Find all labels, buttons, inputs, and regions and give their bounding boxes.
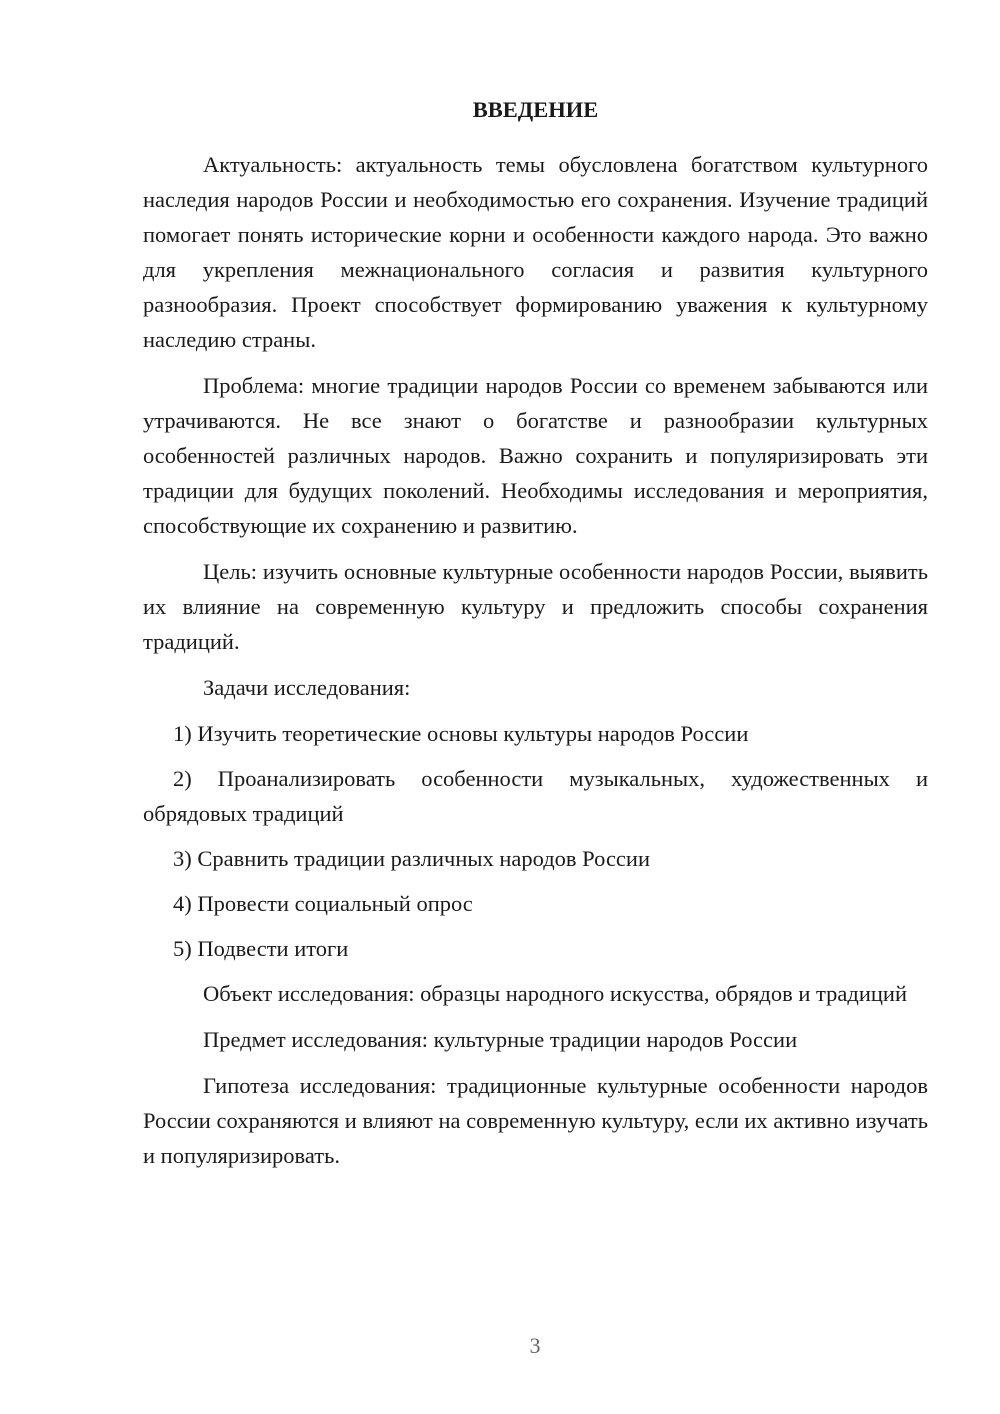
- goal-paragraph: Цель: изучить основные культурные особенности народов России, выявить их влияние на современную культуру и предложить способы сохранения традиций.: [143, 559, 928, 654]
- subject-paragraph: Предмет исследования: культурные традиции народов России: [203, 1027, 798, 1052]
- object-paragraph: Объект исследования: образцы народного искусства, обрядов и традиций: [203, 981, 907, 1006]
- page-number: 3: [529, 1333, 541, 1358]
- list-item: 2) Проанализировать особенности музыкальных, художественных и обрядовых традиций: [143, 766, 928, 826]
- hypothesis-paragraph: Гипотеза исследования: традиционные культурные особенности народов России сохраняются и влияют на современную культуру, если их активно изучать и популяризировать.: [143, 1073, 928, 1168]
- document-page: [143, 92, 928, 1184]
- list-item: 4) Провести социальный опрос: [173, 891, 473, 916]
- problem-paragraph: Проблема: многие традиции народов России со временем забываются или утрачиваются. Не все знают о богатстве и разнообразии культурных особенностей различных народов. Важно сохранить и популяризировать эти традиции для будущих поколений. Необходимы исследования и мероприятия, способствующие их сохранению и развитию.: [143, 373, 928, 538]
- list-item: 5) Подвести итоги: [173, 936, 349, 961]
- page-title: ВВЕДЕНИЕ: [472, 97, 599, 122]
- list-item: 3) Сравнить традиции различных народов России: [173, 846, 651, 871]
- list-item: 1) Изучить теоретические основы культуры народов России: [173, 721, 749, 746]
- relevance-paragraph: Актуальность: актуальность темы обусловлена богатством культурного наследия народов России и необходимостью его сохранения. Изучение традиций помогает понять исторические корни и особенности каждого народа. Это важно для укрепления межнационального согласия и развития культурного разнообразия. Проект способствует формированию уважения к культурному наследию страны.: [143, 152, 928, 352]
- tasks-title: Задачи исследования:: [203, 675, 411, 700]
